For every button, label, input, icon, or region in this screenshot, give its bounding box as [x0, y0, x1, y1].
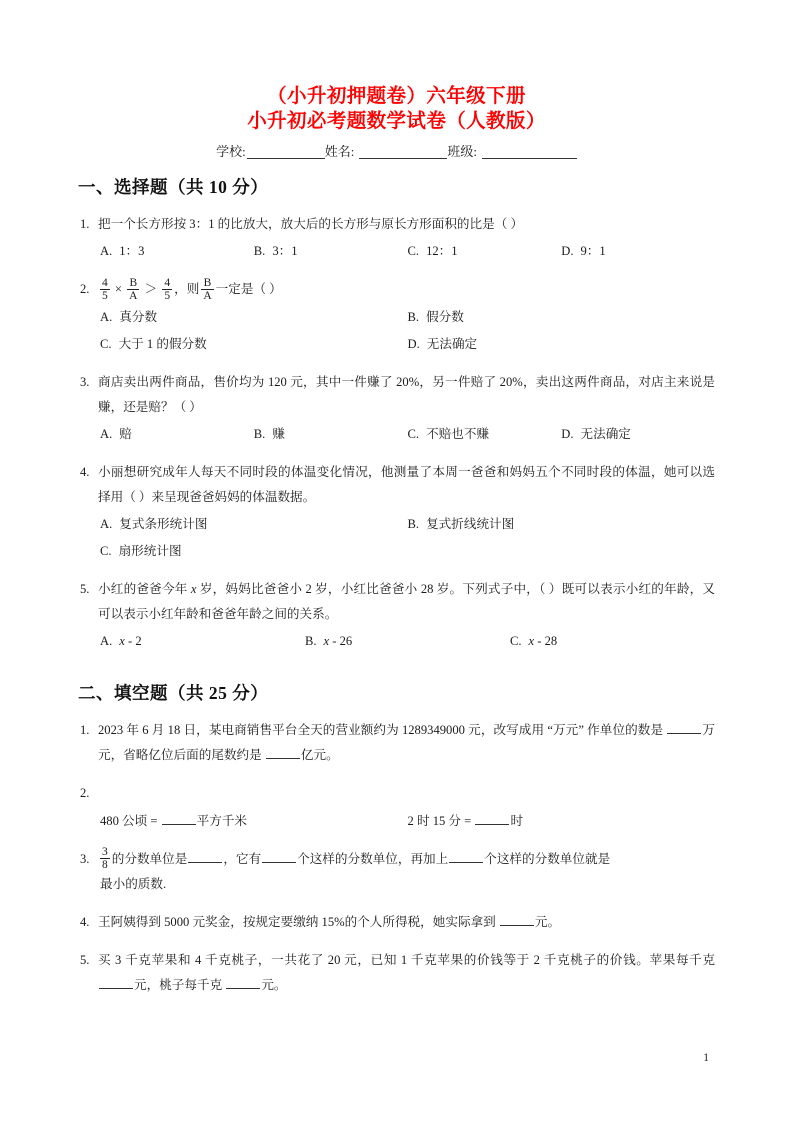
question-text-part-4: 个这样的分数单位就是 — [484, 851, 611, 866]
answer-blank[interactable] — [266, 747, 300, 759]
question-mid-text: ，则 — [174, 282, 200, 296]
conversion-left-unit: 平方千米 — [196, 813, 248, 828]
question-number: 5. — [80, 581, 90, 596]
question-text-part-3: 个这样的分数单位，再加上 — [297, 851, 449, 866]
question-number: 1. — [80, 217, 90, 231]
option-key: D. — [561, 244, 574, 258]
option-row — [78, 629, 715, 654]
fraction-numerator: 4 — [164, 276, 171, 289]
question-text: 把一个长方形按 3：1 的比放大，放大后的长方形与原长方形面积的比是（ ） — [98, 217, 524, 231]
option-value: - 26 — [329, 633, 353, 648]
fraction-numerator: B — [201, 277, 213, 290]
school-input-rule[interactable] — [247, 146, 325, 159]
question-fill-2 — [78, 781, 715, 834]
question-fill-4 — [78, 910, 715, 935]
unit-conversion-row — [78, 809, 715, 834]
page-number: 1 — [703, 1052, 709, 1064]
question-text-part-b: 岁，妈妈比爸爸小 2 岁，小红比爸爸小 28 岁。下列式子中，（ ）既可以表示小红的年龄，又可以表示小红年龄和爸爸年龄之间的关系。 — [98, 581, 715, 621]
option-value: 赚 — [272, 426, 285, 441]
greater-than-sign: ＞ — [144, 282, 158, 296]
conversion-hectare-to-sqkm — [100, 809, 408, 834]
option-key: B. — [253, 244, 266, 258]
option-variable: x — [528, 633, 535, 648]
option-b[interactable] — [254, 239, 408, 264]
answer-blank[interactable] — [475, 813, 509, 825]
school-field[interactable] — [216, 141, 325, 160]
option-key: A. — [100, 633, 113, 648]
fraction-numerator: B — [127, 277, 139, 290]
question-text — [98, 718, 715, 768]
question-text-part-2: ，它有 — [223, 851, 262, 866]
option-value: - 28 — [534, 633, 558, 648]
answer-blank[interactable] — [262, 851, 296, 863]
answer-blank[interactable] — [449, 851, 483, 863]
option-a[interactable] — [100, 239, 254, 264]
question-text — [98, 577, 715, 627]
question-fill-3 — [78, 847, 715, 898]
section-heading-fill-blank: 二、填空题（共 25 分） — [78, 682, 269, 703]
option-value: 无法确定 — [426, 336, 478, 351]
question-choice-3 — [78, 370, 715, 447]
question-text-part-1: 买 3 千克苹果和 4 千克桃子，一共花了 20 元，已知 1 千克苹果的价钱等于 2 千克桃子的价钱。苹果每千克 — [98, 953, 715, 968]
option-c[interactable] — [100, 332, 408, 357]
fraction-b-over-a-2 — [201, 277, 213, 302]
fraction-b-over-a — [127, 277, 139, 302]
option-key: A. — [100, 426, 113, 441]
student-info-line — [78, 141, 715, 160]
question-number: 2. — [80, 282, 90, 296]
option-variable: x — [323, 633, 330, 648]
option-value: 复式折线统计图 — [426, 516, 515, 531]
class-input-rule[interactable] — [482, 146, 577, 159]
option-value: 3：1 — [272, 244, 298, 258]
multiply-sign: × — [114, 282, 123, 296]
option-value: 假分数 — [426, 309, 464, 324]
question-number: 4. — [80, 464, 90, 479]
question-number: 2. — [80, 785, 90, 800]
question-text-continuation: 最小的质数. — [100, 877, 167, 892]
class-field[interactable] — [447, 141, 577, 160]
question-text-part-2: 元，桃子每千克 — [134, 978, 226, 993]
option-row — [78, 305, 715, 330]
question-text-part-3: 元。 — [261, 978, 287, 993]
option-row — [78, 332, 715, 357]
school-label: 学校: — [216, 144, 246, 159]
option-value: 赔 — [119, 426, 132, 441]
option-b[interactable] — [408, 305, 716, 330]
question-choice-1 — [78, 212, 715, 264]
question-text-part-2: 万元，省略亿位后面的尾数约是 — [98, 722, 716, 762]
option-a[interactable] — [100, 422, 254, 447]
option-value: 9：1 — [580, 244, 606, 258]
question-text-part-2: 元。 — [534, 915, 561, 930]
option-key: C. — [100, 543, 112, 558]
option-d[interactable] — [561, 422, 715, 447]
question-text-part-3: 亿元。 — [300, 747, 339, 762]
question-number: 3. — [80, 374, 90, 389]
question-text-part-1: 王阿姨得到 5000 元奖金，按规定要缴纳 15%的个人所得税，她实际拿到 — [98, 915, 499, 930]
option-c[interactable] — [510, 629, 715, 654]
option-variable: x — [119, 633, 125, 648]
fraction-denominator: 5 — [102, 289, 108, 302]
question-text — [98, 277, 715, 303]
question-number: 1. — [80, 722, 90, 737]
option-c[interactable] — [408, 239, 562, 264]
option-key: B. — [407, 309, 420, 324]
question-fill-5 — [78, 948, 715, 998]
answer-blank[interactable] — [162, 813, 196, 825]
fraction-four-fifths-2 — [162, 277, 172, 302]
question-text-part-a: 小红的爸爸今年 — [98, 581, 191, 596]
option-key: A. — [100, 516, 113, 531]
option-row — [78, 422, 715, 447]
option-d[interactable] — [408, 332, 716, 357]
class-label: 班级: — [447, 144, 477, 159]
name-input-rule[interactable] — [359, 146, 447, 159]
conversion-hour-minute — [408, 809, 716, 834]
fraction-denominator: 8 — [102, 859, 108, 872]
option-b[interactable] — [254, 422, 408, 447]
option-a[interactable] — [100, 305, 408, 330]
document-title-block — [78, 84, 715, 134]
document-title-line-2: 小升初必考题数学试卷（人教版） — [247, 111, 546, 132]
option-key: B. — [304, 633, 317, 648]
question-fill-1 — [78, 718, 715, 768]
option-key: A. — [100, 244, 113, 258]
question-text — [98, 910, 715, 935]
answer-blank[interactable] — [667, 722, 701, 734]
question-text: 小丽想研究成年人每天不同时段的体温变化情况，他测量了本周一爸爸和妈妈五个不同时段的体温，她可以选择用（ ）来呈现爸爸妈妈的体温数据。 — [98, 464, 715, 504]
answer-blank[interactable] — [226, 977, 260, 989]
fraction-denominator: A — [203, 289, 212, 302]
conversion-left-text: 480 公顷 = — [100, 813, 161, 828]
question-number: 5. — [80, 953, 90, 968]
fraction-three-eighths — [100, 846, 110, 871]
option-key: C. — [407, 426, 420, 441]
question-number: 4. — [80, 915, 90, 930]
question-text-part-1: 的分数单位是 — [111, 851, 188, 866]
fraction-four-fifths — [100, 277, 110, 302]
answer-blank[interactable] — [188, 851, 222, 863]
option-c[interactable] — [100, 539, 408, 564]
option-a[interactable] — [100, 629, 305, 654]
fraction-denominator: 5 — [164, 289, 171, 302]
fraction-denominator: A — [129, 289, 138, 302]
option-value: 复式条形统计图 — [119, 516, 208, 531]
option-value: 扇形统计图 — [118, 543, 182, 558]
option-b[interactable] — [408, 512, 716, 537]
option-d[interactable] — [561, 239, 715, 264]
option-key: B. — [407, 516, 420, 531]
question-choice-2 — [78, 277, 715, 357]
answer-blank[interactable] — [500, 914, 534, 926]
fraction-numerator: 3 — [102, 846, 108, 859]
option-key: C. — [407, 244, 420, 258]
option-value: 大于 1 的假分数 — [118, 336, 207, 351]
option-value: 12：1 — [426, 244, 458, 258]
document-title-line-1: （小升初押题卷）六年级下册 — [267, 86, 526, 107]
option-a[interactable] — [100, 512, 408, 537]
question-choice-5 — [78, 577, 715, 654]
option-row — [78, 512, 715, 537]
question-number: 3. — [80, 851, 90, 866]
option-value: 无法确定 — [580, 426, 631, 441]
answer-blank[interactable] — [99, 977, 133, 989]
option-value: 1：3 — [119, 244, 145, 258]
section-heading-choice: 一、选择题（共 10 分） — [78, 177, 269, 197]
name-field[interactable] — [325, 141, 448, 160]
option-row — [78, 539, 715, 564]
question-choice-4 — [78, 460, 715, 564]
conversion-right-text: 2 时 15 分 = — [407, 813, 475, 828]
question-text: 商店卖出两件商品，售价均为 120 元，其中一件赚了 20%，另一件赔了 20%，卖出这两件商品，对店主来说是赚，还是赔？（ ） — [98, 374, 715, 414]
option-key: C. — [100, 336, 112, 351]
question-tail-text: 一定是（ ） — [215, 282, 282, 296]
conversion-right-unit: 时 — [510, 813, 524, 828]
question-text — [98, 948, 715, 998]
question-text-part-1: 2023 年 6 月 18 日，某电商销售平台全天的营业额约为 1289349000 元，改写成用 “万元” 作单位的数是 — [98, 722, 667, 737]
option-value: 不赔也不赚 — [426, 426, 490, 441]
option-c[interactable] — [408, 422, 562, 447]
option-key: A. — [100, 309, 113, 324]
option-b[interactable] — [305, 629, 510, 654]
fraction-numerator: 4 — [102, 276, 108, 289]
option-key: D. — [407, 336, 420, 351]
question-text — [98, 847, 715, 873]
option-key: C. — [509, 633, 522, 648]
option-value: 真分数 — [119, 309, 158, 324]
option-row — [78, 239, 715, 264]
variable-x: x — [190, 581, 197, 596]
option-value: - 2 — [124, 633, 142, 648]
option-key: B. — [253, 426, 266, 441]
option-key: D. — [561, 426, 574, 441]
name-label: 姓名: — [324, 144, 355, 159]
